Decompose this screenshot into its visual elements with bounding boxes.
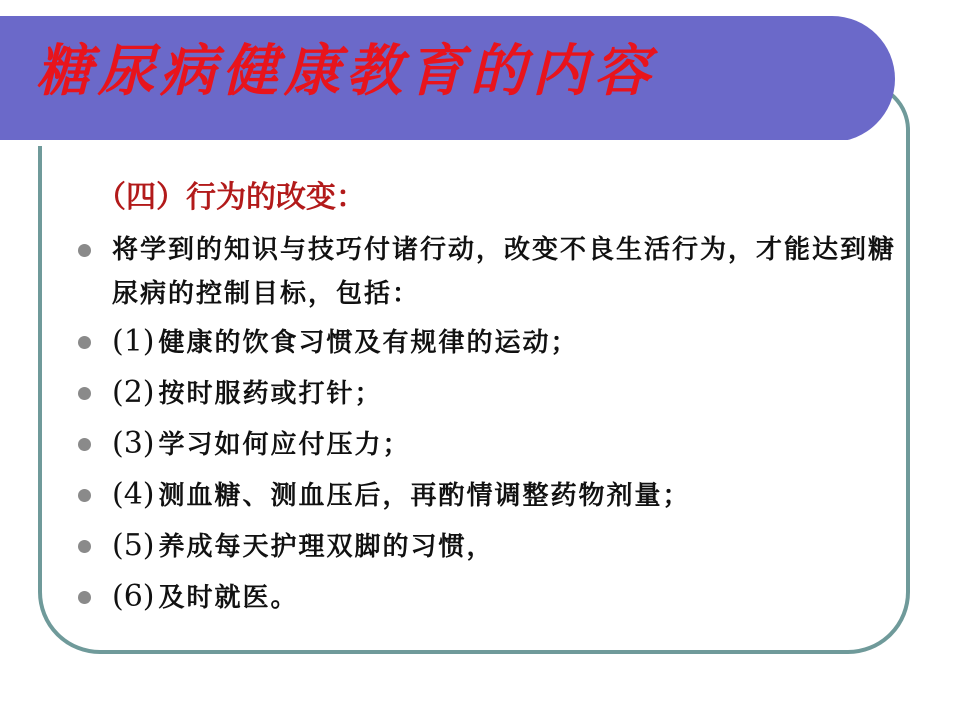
- bullet-dot-icon: [78, 591, 91, 604]
- list-item-text: 学习如何应付压力；: [158, 430, 411, 460]
- list-item: [78, 575, 898, 620]
- list-item-text: 将学到的知识与技巧付诸行动，改变不良生活行为，才能达到糖尿病的控制目标，包括：: [112, 235, 897, 309]
- list-item-number: (6): [112, 579, 155, 614]
- list-item-number: (5): [112, 528, 155, 563]
- list-item-text: 健康的饮食习惯及有规律的运动；: [158, 328, 579, 358]
- section-heading: （四）行为的改变：: [96, 180, 366, 215]
- list-item-number: (4): [112, 477, 155, 512]
- list-item: [78, 524, 898, 569]
- list-item: [78, 422, 898, 467]
- bullet-dot-icon: [78, 387, 91, 400]
- list-item: [78, 228, 898, 316]
- bullet-dot-icon: [78, 540, 91, 553]
- list-item-text: 按时服药或打针；: [158, 379, 383, 409]
- list-item: [78, 371, 898, 416]
- list-item: [78, 473, 898, 518]
- bullet-dot-icon: [78, 244, 91, 257]
- list-item: [78, 320, 898, 365]
- list-item-number: (1): [112, 324, 155, 359]
- list-item-text: 及时就医。: [158, 583, 299, 613]
- bullet-list: [78, 228, 898, 626]
- list-item-number: (2): [112, 375, 155, 410]
- bullet-dot-icon: [78, 336, 91, 349]
- title-underline: [0, 140, 848, 146]
- list-item-text: 测血糖、测血压后，再酌情调整药物剂量；: [158, 481, 691, 511]
- list-item-number: (3): [112, 426, 155, 461]
- list-item-text: 养成每天护理双脚的习惯，: [158, 532, 495, 562]
- bullet-dot-icon: [78, 438, 91, 451]
- bullet-dot-icon: [78, 489, 91, 502]
- slide-title: 糖尿病健康教育的内容: [36, 38, 656, 104]
